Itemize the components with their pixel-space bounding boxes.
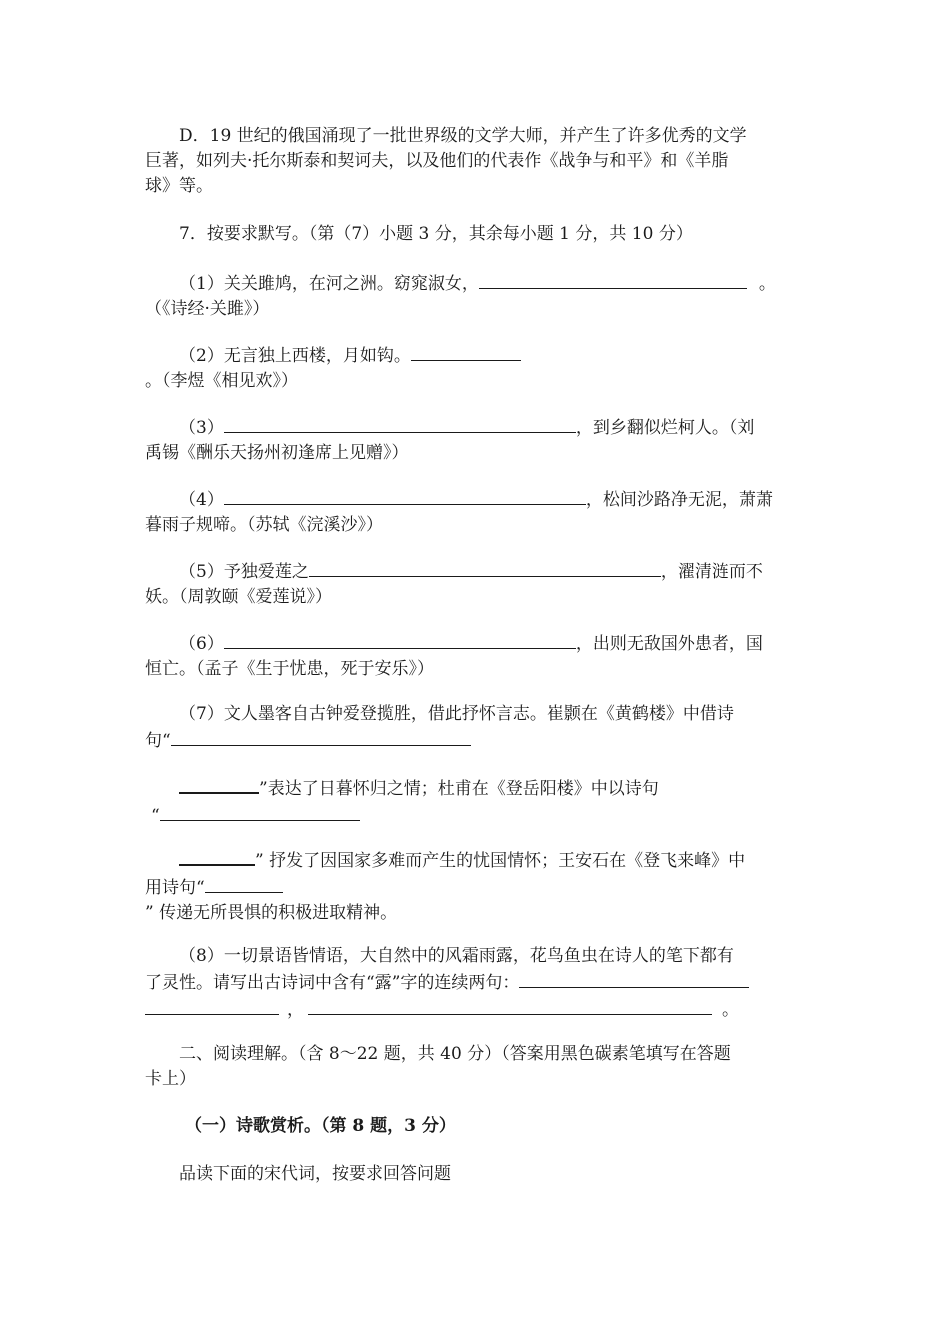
answer-blank[interactable]: [179, 774, 259, 794]
answer-blank[interactable]: [205, 874, 283, 893]
q7-item-2: （2）无言独上西楼，月如钩。 。（李煜《相见欢》）: [145, 342, 810, 394]
answer-blank[interactable]: [224, 630, 576, 649]
q7-item-4: （4） ，松间沙路净无泥，萧萧 暮雨子规啼。（苏轼《浣溪沙》）: [145, 486, 810, 538]
q7-item-7-cont-1: ”表达了日暮怀归之情；杜甫在《登岳阳楼》中以诗句 “: [145, 774, 810, 829]
answer-blank[interactable]: [224, 486, 586, 505]
answer-blank[interactable]: [145, 996, 279, 1015]
answer-blank[interactable]: [411, 342, 521, 361]
option-d-line3: 球》等。: [145, 176, 213, 196]
q7-item-8: （8）一切景语皆情语，大自然中的风霜雨露，花鸟鱼虫在诗人的笔下都有 了灵性。请写出古诗词中含有“露”字的连续两句： ， 。: [145, 944, 810, 1023]
answer-blank[interactable]: [179, 846, 255, 866]
instruction-text: 品读下面的宋代词，按要求回答问题: [179, 1164, 451, 1184]
option-d-line2: 巨著，如列夫·托尔斯泰和契诃夫，以及他们的代表作《战争与和平》和《羊脂: [145, 151, 729, 171]
q7-item-7-cont-2: ” 抒发了因国家多难而产生的忧国情怀；王安石在《登飞来峰》中 用诗句“ ” 传递无所畏惧的积极进取精神。: [145, 846, 810, 926]
q7-item-7: （7）文人墨客自古钟爱登揽胜，借此抒怀言志。崔颢在《黄鹤楼》中借诗 句“: [145, 704, 734, 751]
q7-item-5: （5）予独爱莲之 ，濯清涟而不 妖。（周敦颐《爱莲说》）: [145, 558, 810, 610]
part-1-heading: （一）诗歌赏析。（第 8 题，3 分）: [185, 1116, 456, 1136]
answer-blank[interactable]: [519, 969, 749, 988]
q7-item-1: （1）关关雎鸠，在河之洲。窈窕淑女， 。 （《诗经·关雎》）: [145, 270, 810, 322]
q7-item-3: （3） ，到乡翻似烂柯人。（刘 禹锡《酬乐天扬州初逢席上见赠》）: [145, 414, 810, 466]
option-d-line1: D．19 世纪的俄国涌现了一批世界级的文学大师，并产生了许多优秀的文学: [179, 126, 747, 146]
answer-blank[interactable]: [224, 414, 576, 433]
question-7-title: 7．按要求默写。（第（7）小题 3 分，其余每小题 1 分，共 10 分）: [179, 224, 693, 244]
answer-blank[interactable]: [479, 270, 747, 289]
answer-blank[interactable]: [309, 558, 661, 577]
q7-item-6: （6） ，出则无敌国外患者，国 恒亡。（孟子《生于忧患，死于安乐》）: [145, 630, 810, 682]
option-d: [145, 124, 810, 199]
answer-blank[interactable]: [308, 996, 712, 1015]
answer-blank[interactable]: [160, 802, 360, 821]
section-2-heading: 二、阅读理解。（含 8～22 题，共 40 分）（答案用黑色碳素笔填写在答题 卡上）: [145, 1044, 731, 1089]
answer-blank[interactable]: [171, 727, 471, 746]
